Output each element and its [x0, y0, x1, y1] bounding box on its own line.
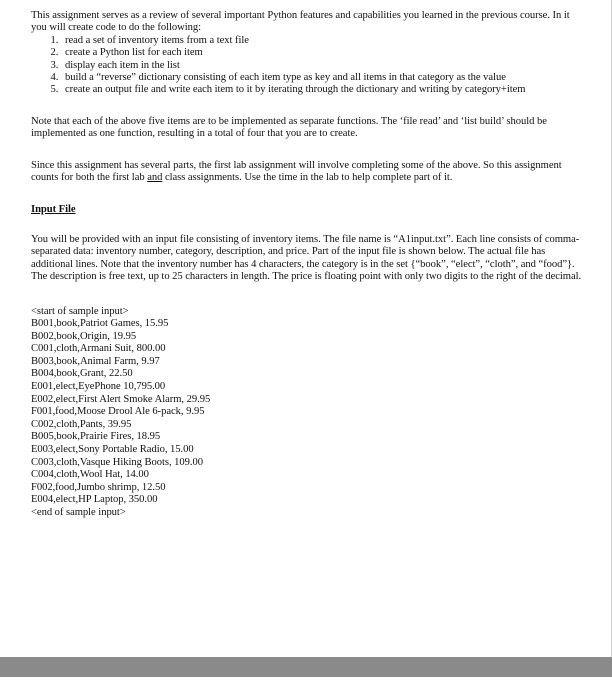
- next-page-area: [0, 677, 612, 700]
- page-separator-bar: [0, 657, 612, 677]
- task-item: 1. read a set of inventory items from a text file: [61, 35, 583, 47]
- input-file-heading: Input File: [31, 204, 76, 216]
- sample-input-block: [31, 306, 583, 520]
- task-item: 3. display each item in the list: [61, 60, 583, 72]
- sample-start-marker: <start of sample input>: [31, 305, 129, 317]
- sample-line: B005,book,Prairie Fires, 18.95: [31, 431, 161, 443]
- task-item: 5. create an output file and write each item to it by iterating through the dictionary and writing by category+item: [61, 84, 583, 96]
- sample-line: B002,book,Origin, 19.95: [31, 330, 137, 342]
- task-item: 4. build a “reverse” dictionary consisting of each item type as key and all items in that category as the value: [61, 72, 583, 84]
- sample-line: E003,elect,Sony Portable Radio, 15.00: [31, 444, 194, 456]
- sample-line: B004,book,Grant, 22.50: [31, 368, 133, 380]
- sample-line: E004,elect,HP Laptop, 350.00: [31, 494, 158, 506]
- sample-line: C004,cloth,Wool Hat, 14.00: [31, 469, 149, 481]
- lab-paragraph-end: class assignments. Use the time in the lab to help complete part of it.: [162, 172, 453, 184]
- sample-end-marker: <end of sample input>: [31, 507, 126, 518]
- note-paragraph: Note that each of the above five items are to be implemented as separate functions. The ‘file read’ and ‘list build’ should be implemented as one function, resulting in a total of four that you are to create.: [31, 115, 547, 140]
- task-list: [31, 35, 583, 97]
- lab-paragraph-start: Since this assignment has several parts, the first lab assignment will involve completing some of the above. So this assignment counts for both the first lab: [31, 159, 562, 184]
- sample-line: F002,food,Jumbo shrimp, 12.50: [31, 481, 166, 493]
- sample-line: B003,book,Animal Farm, 9.97: [31, 355, 160, 367]
- sample-line: E002,elect,First Alert Smoke Alarm, 29.95: [31, 393, 211, 405]
- task-item: 2. create a Python list for each item: [61, 47, 583, 59]
- sample-line: F001,food,Moose Drool Ale 6-pack, 9.95: [31, 406, 205, 418]
- sample-line: C003,cloth,Vasque Hiking Boots, 109.00: [31, 456, 204, 468]
- sample-line: C002,cloth,Pants, 39.95: [31, 418, 132, 430]
- lab-paragraph: [31, 160, 583, 185]
- underlined-word: and: [147, 172, 163, 184]
- input-file-description: You will be provided with an input file consisting of inventory items. The file name is “A1input.txt”. Each line consists of comma-separated data: inventory number, category, description, and price. Part of the input file is shown below. The actual file has additional lines. Note that the inventory number has 4 characters, the category is in the set {“book”, “elect”, “cloth”, and “food”}. The description is free text, up to 25 characters in length. The price is floating point with only two digits to the right of the decimal.: [31, 233, 582, 283]
- sample-line: C001,cloth,Armani Suit, 800.00: [31, 343, 166, 355]
- sample-line: B001,book,Patriot Games, 15.95: [31, 318, 169, 330]
- sample-line: E001,elect,EyePhone 10,795.00: [31, 381, 166, 393]
- intro-paragraph: This assignment serves as a review of several important Python features and capabilities you learned in the previous course. In it you will create code to do the following:: [31, 10, 570, 34]
- document-content: [31, 10, 583, 520]
